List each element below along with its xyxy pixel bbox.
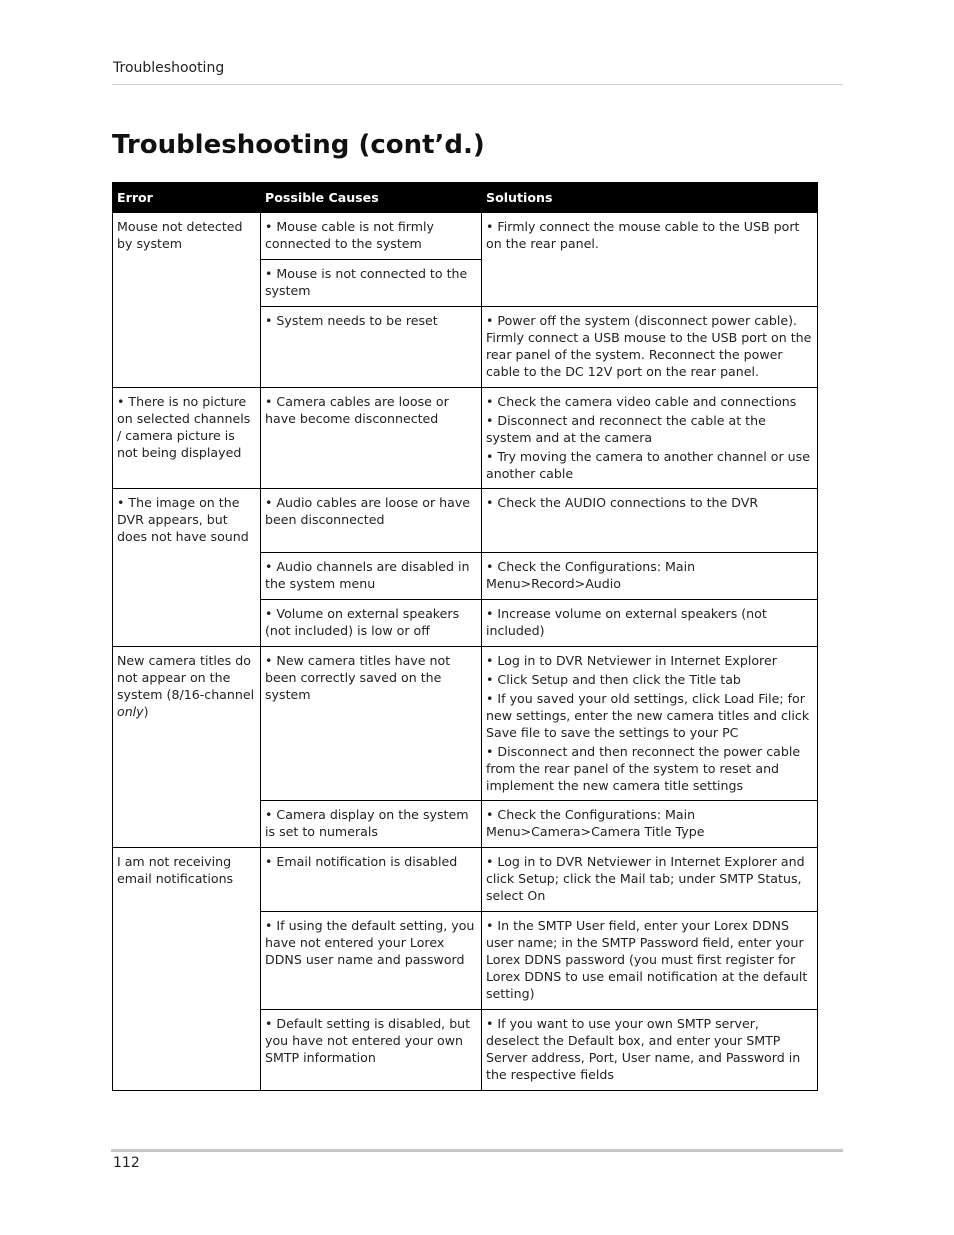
- solution-cell: [482, 647, 818, 801]
- column-header-solutions: Solutions: [482, 183, 818, 213]
- solution-cell: [482, 388, 818, 489]
- error-cell: • There is no picture on selected channels / camera picture is not being displayed: [113, 388, 261, 489]
- cause-cell: • Mouse cable is not firmly connected to the system: [261, 213, 482, 260]
- table-row: [113, 213, 818, 260]
- solution-item: • Disconnect and then reconnect the power cable from the rear panel of the system to reset and implement the new camera title settings: [486, 744, 801, 793]
- error-cell: I am not receiving email notifications: [113, 848, 261, 1091]
- error-cell: • The image on the DVR appears, but does not have sound: [113, 489, 261, 647]
- cause-cell: • Camera cables are loose or have become disconnected: [261, 388, 482, 489]
- table-row: [113, 848, 818, 912]
- solution-item: • Check the camera video cable and connections: [486, 394, 797, 409]
- solution-item: • If you saved your old settings, click Load File; for new settings, enter the new camera titles and click Save file to save the settings to your PC: [486, 691, 810, 740]
- solution-item: • Log in to DVR Netviewer in Internet Explorer: [486, 653, 777, 668]
- solution-cell: • Check the AUDIO connections to the DVR: [482, 489, 818, 553]
- table-row: [113, 489, 818, 553]
- error-text: New camera titles do not appear on the system (8/16-channel: [117, 653, 255, 702]
- solution-cell: • Increase volume on external speakers (not included): [482, 600, 818, 647]
- cause-cell: • Audio cables are loose or have been disconnected: [261, 489, 482, 553]
- cause-cell: • Email notification is disabled: [261, 848, 482, 912]
- troubleshooting-table: [112, 182, 818, 1091]
- cause-cell: • Audio channels are disabled in the system menu: [261, 553, 482, 600]
- table-header-row: [113, 183, 818, 213]
- error-cell: Mouse not detected by system: [113, 213, 261, 388]
- page-title: Troubleshooting (cont’d.): [112, 130, 485, 160]
- solution-cell: • If you want to use your own SMTP server, deselect the Default box, and enter your SMTP Server address, Port, User name, and Password in the respective fields: [482, 1010, 818, 1091]
- table-row: [113, 388, 818, 489]
- cause-cell: • Camera display on the system is set to numerals: [261, 801, 482, 848]
- error-emphasis: only: [117, 704, 144, 719]
- solution-cell: • Check the Configurations: Main Menu>Record>Audio: [482, 553, 818, 600]
- cause-cell: • Volume on external speakers (not included) is low or off: [261, 600, 482, 647]
- cause-cell: • New camera titles have not been correctly saved on the system: [261, 647, 482, 801]
- cause-cell: • Mouse is not connected to the system: [261, 260, 482, 307]
- running-head: Troubleshooting: [113, 60, 225, 76]
- solution-cell: • Check the Configurations: Main Menu>Camera>Camera Title Type: [482, 801, 818, 848]
- cause-cell: • If using the default setting, you have not entered your Lorex DDNS user name and password: [261, 912, 482, 1010]
- solution-item: • Try moving the camera to another channel or use another cable: [486, 449, 810, 481]
- solution-cell: • Log in to DVR Netviewer in Internet Explorer and click Setup; click the Mail tab; under SMTP Status, select On: [482, 848, 818, 912]
- column-header-error: Error: [113, 183, 261, 213]
- solution-item: • Click Setup and then click the Title tab: [486, 672, 741, 687]
- solution-cell: • Power off the system (disconnect power cable). Firmly connect a USB mouse to the USB port on the rear panel of the system. Reconnect the power cable to the DC 12V port on the rear panel.: [482, 307, 818, 388]
- cause-cell: • Default setting is disabled, but you have not entered your own SMTP information: [261, 1010, 482, 1091]
- header-divider: [112, 84, 843, 85]
- solution-item: • Disconnect and reconnect the cable at the system and at the camera: [486, 413, 766, 445]
- error-text-close: ): [143, 704, 149, 719]
- page-number: 112: [113, 1155, 140, 1171]
- cause-cell: • System needs to be reset: [261, 307, 482, 388]
- footer-divider: [111, 1149, 843, 1152]
- column-header-causes: Possible Causes: [261, 183, 482, 213]
- solution-cell: • Firmly connect the mouse cable to the USB port on the rear panel.: [482, 213, 818, 307]
- table-row: [113, 647, 818, 801]
- solution-cell: • In the SMTP User field, enter your Lorex DDNS user name; in the SMTP Password field, enter your Lorex DDNS password (you must first register for Lorex DDNS to use email notification at the default setting): [482, 912, 818, 1010]
- error-cell: [113, 647, 261, 848]
